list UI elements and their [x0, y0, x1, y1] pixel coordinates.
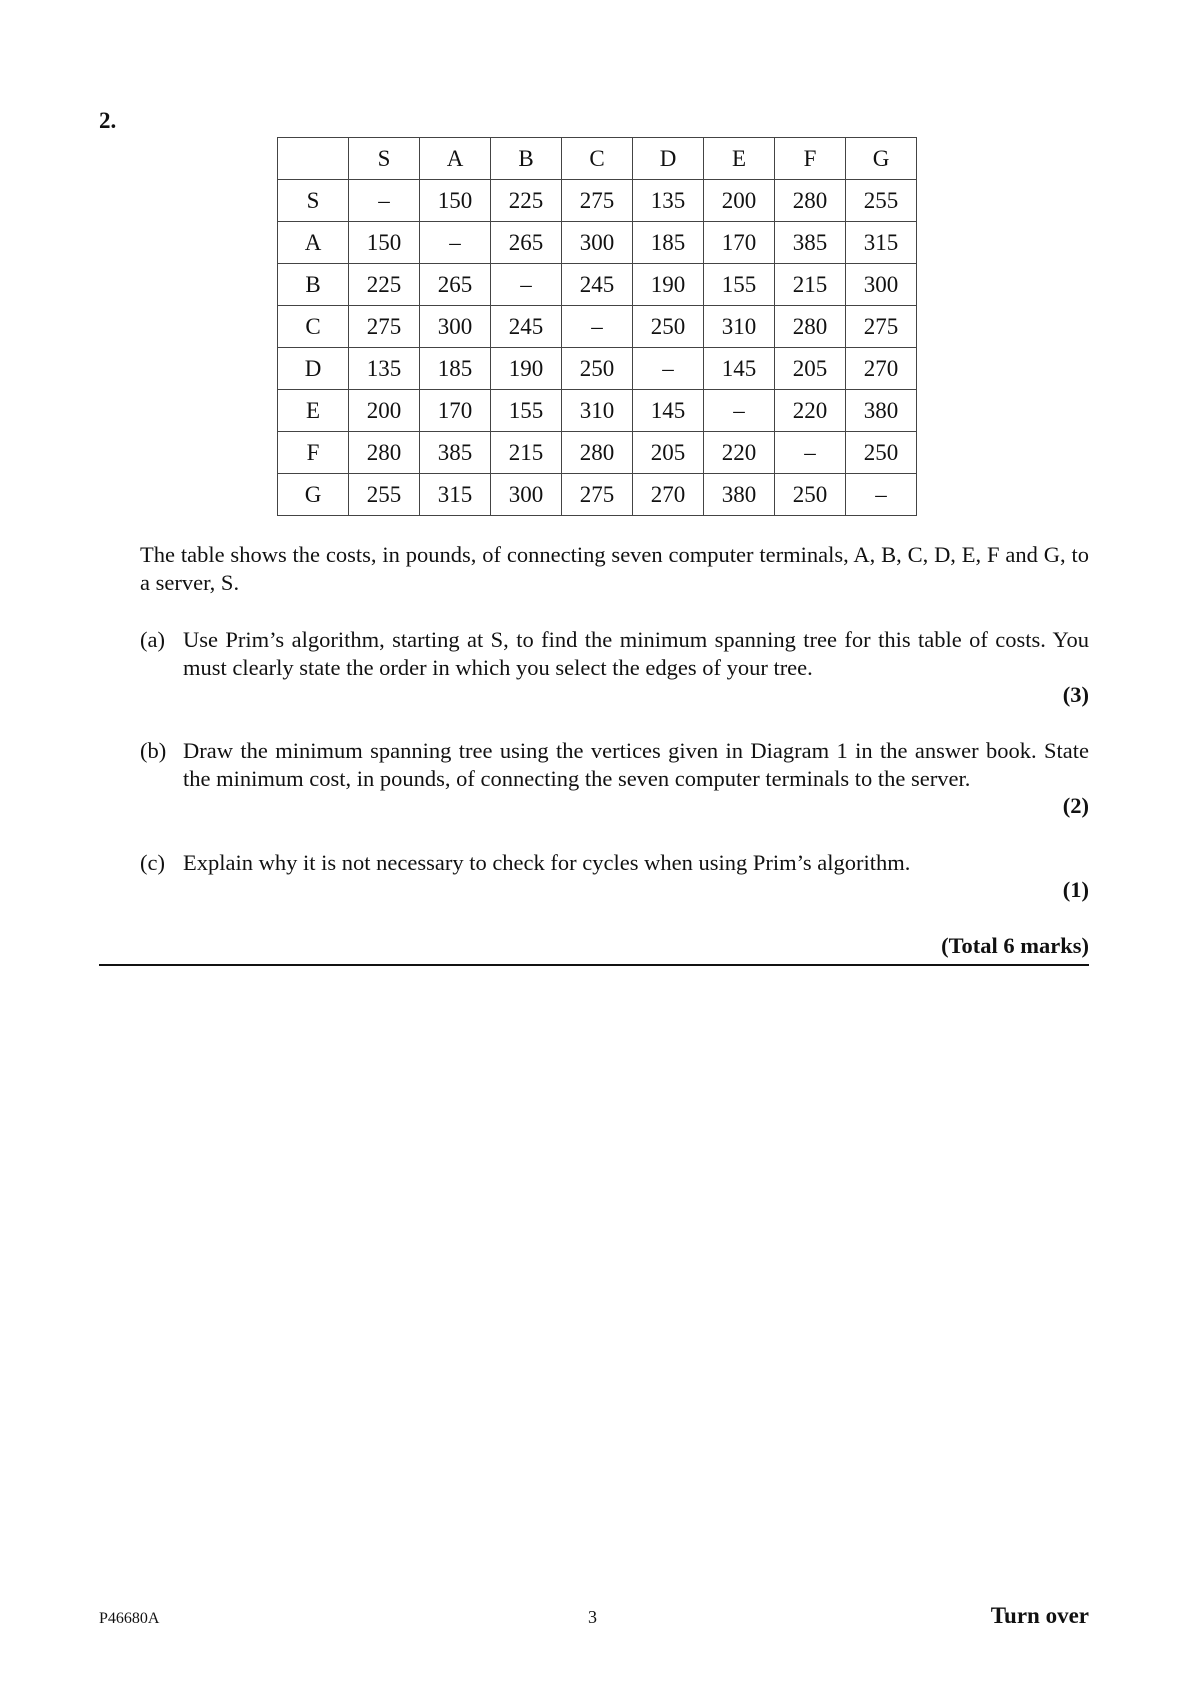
table-cell: 150	[349, 222, 420, 264]
table-header-row	[278, 138, 917, 180]
table-cell: 220	[704, 432, 775, 474]
table-cell: 385	[420, 432, 491, 474]
table-cell: 200	[704, 180, 775, 222]
table-cell: 275	[846, 306, 917, 348]
table-cell: –	[633, 348, 704, 390]
table-cell: 200	[349, 390, 420, 432]
table-cell: 265	[491, 222, 562, 264]
table-cell: 170	[704, 222, 775, 264]
table-cell: 310	[704, 306, 775, 348]
table-cell: 190	[633, 264, 704, 306]
part-a-text: Use Prim’s algorithm, starting at S, to find the minimum spanning tree for this table of costs. You must clearly state the order in which you select the edges of your tree.	[183, 627, 1089, 680]
column-header: D	[633, 138, 704, 180]
table-row	[278, 432, 917, 474]
row-header: D	[278, 348, 349, 390]
part-c	[140, 849, 1089, 877]
table-cell: 185	[420, 348, 491, 390]
divider	[99, 964, 1089, 966]
part-b-marks: (2)	[1062, 793, 1089, 818]
table-row	[278, 264, 917, 306]
column-header: E	[704, 138, 775, 180]
table-row	[278, 180, 917, 222]
part-c-text: Explain why it is not necessary to check for cycles when using Prim’s algorithm.	[183, 850, 911, 875]
table-cell: –	[420, 222, 491, 264]
column-header: F	[775, 138, 846, 180]
paper-code: P46680A	[99, 1610, 160, 1627]
table-cell: 380	[704, 474, 775, 516]
table-cell: 145	[633, 390, 704, 432]
column-header: S	[349, 138, 420, 180]
question-number: 2.	[99, 108, 117, 133]
table-cell: 150	[420, 180, 491, 222]
part-b-text: Draw the minimum spanning tree using the vertices given in Diagram 1 in the answer book. State the minimum cost, in pounds, of connecting the seven computer terminals to the server.	[183, 738, 1089, 791]
part-b-label: (b)	[140, 738, 167, 763]
table-cell: 270	[633, 474, 704, 516]
table-cell: 145	[704, 348, 775, 390]
table-cell: 300	[846, 264, 917, 306]
column-header: C	[562, 138, 633, 180]
table-cell: –	[491, 264, 562, 306]
part-a-marks: (3)	[1062, 682, 1089, 707]
intro-text: The table shows the costs, in pounds, of connecting seven computer terminals, A, B, C, D, E, F and G, to a server, S.	[140, 542, 1089, 595]
table-cell: 255	[846, 180, 917, 222]
row-header: B	[278, 264, 349, 306]
table-cell: 245	[562, 264, 633, 306]
turn-over: Turn over	[990, 1603, 1089, 1628]
table-cell: 250	[775, 474, 846, 516]
table-cell: 245	[491, 306, 562, 348]
cost-table	[277, 137, 917, 516]
table-row	[278, 222, 917, 264]
table-cell: 300	[491, 474, 562, 516]
table-cell: 310	[562, 390, 633, 432]
table-cell: –	[562, 306, 633, 348]
table-cell: 280	[775, 306, 846, 348]
table-row	[278, 348, 917, 390]
table-cell: 250	[846, 432, 917, 474]
table-cell: 155	[704, 264, 775, 306]
table-cell: 215	[775, 264, 846, 306]
table-cell: 265	[420, 264, 491, 306]
table-cell: –	[349, 180, 420, 222]
table-cell: 190	[491, 348, 562, 390]
table-cell: –	[846, 474, 917, 516]
table-cell: 270	[846, 348, 917, 390]
table-cell: –	[775, 432, 846, 474]
table-cell: 205	[633, 432, 704, 474]
column-header: G	[846, 138, 917, 180]
row-header: E	[278, 390, 349, 432]
row-header: F	[278, 432, 349, 474]
table-cell: 250	[562, 348, 633, 390]
table-cell: 255	[349, 474, 420, 516]
table-cell: 315	[420, 474, 491, 516]
table-cell: 300	[562, 222, 633, 264]
table-cell: 385	[775, 222, 846, 264]
table-cell: 135	[349, 348, 420, 390]
row-header: A	[278, 222, 349, 264]
table-row	[278, 474, 917, 516]
column-header	[278, 138, 349, 180]
table-cell: 185	[633, 222, 704, 264]
table-row	[278, 390, 917, 432]
table-cell: 205	[775, 348, 846, 390]
table-cell: 225	[491, 180, 562, 222]
row-header: C	[278, 306, 349, 348]
column-header: B	[491, 138, 562, 180]
part-c-marks: (1)	[1062, 877, 1089, 902]
table-cell: –	[704, 390, 775, 432]
part-b	[140, 737, 1089, 793]
total-marks: (Total 6 marks)	[941, 933, 1089, 958]
table-row	[278, 306, 917, 348]
table-cell: 215	[491, 432, 562, 474]
table-cell: 280	[775, 180, 846, 222]
table-cell: 250	[633, 306, 704, 348]
table-cell: 280	[562, 432, 633, 474]
table-cell: 170	[420, 390, 491, 432]
table-cell: 220	[775, 390, 846, 432]
table-cell: 135	[633, 180, 704, 222]
table-cell: 275	[349, 306, 420, 348]
part-a-label: (a)	[140, 627, 165, 652]
table-cell: 275	[562, 474, 633, 516]
page-number: 3	[588, 1607, 597, 1627]
part-c-label: (c)	[140, 850, 165, 875]
table-cell: 280	[349, 432, 420, 474]
table-cell: 380	[846, 390, 917, 432]
part-a	[140, 626, 1089, 682]
row-header: G	[278, 474, 349, 516]
table-cell: 275	[562, 180, 633, 222]
table-cell: 225	[349, 264, 420, 306]
table-cell: 300	[420, 306, 491, 348]
row-header: S	[278, 180, 349, 222]
table-cell: 155	[491, 390, 562, 432]
column-header: A	[420, 138, 491, 180]
table-cell: 315	[846, 222, 917, 264]
